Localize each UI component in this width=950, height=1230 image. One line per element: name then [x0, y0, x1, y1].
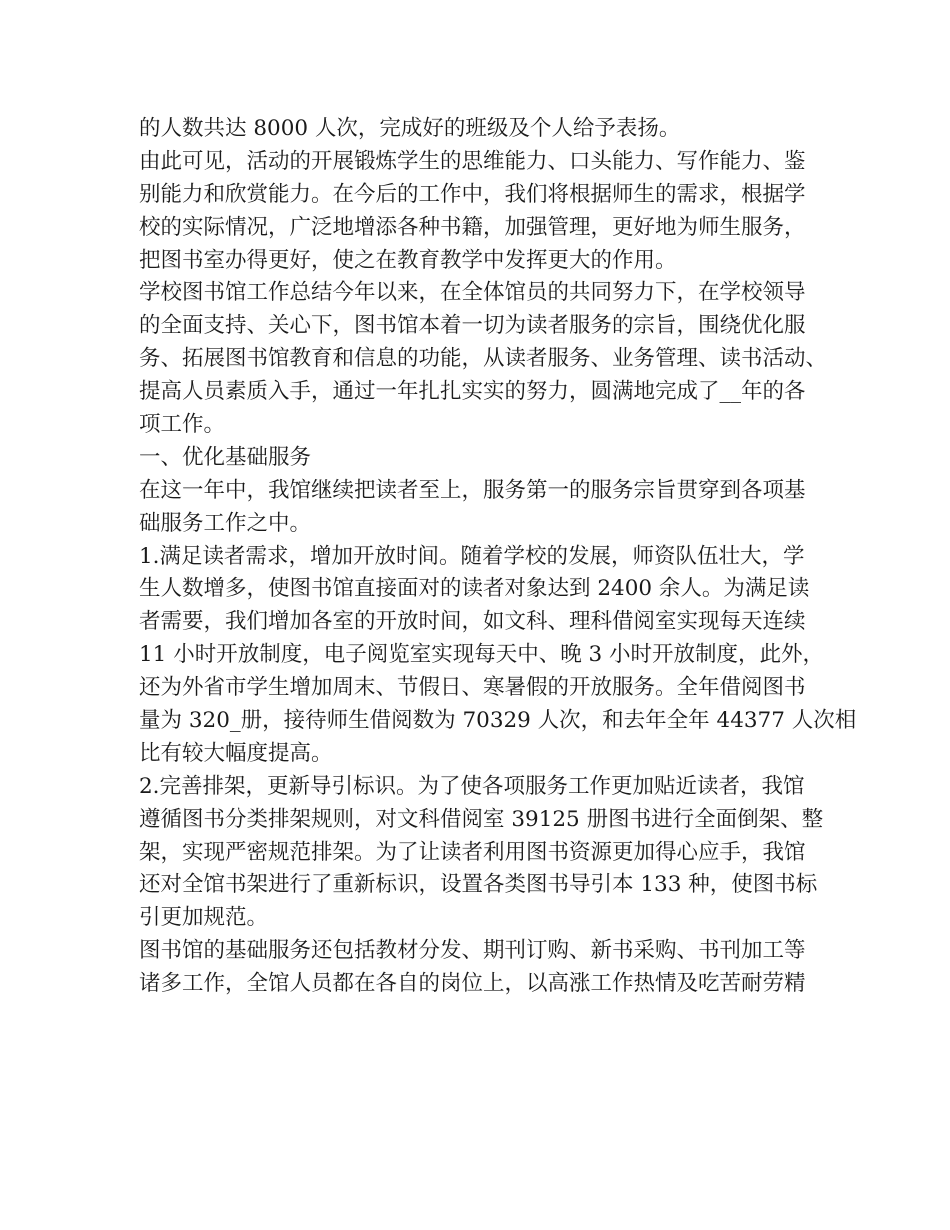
text-line: 由此可见，活动的开展锻炼学生的思维能力、口头能力、写作能力、鉴	[139, 148, 806, 174]
text-line: 学校图书馆工作总结今年以来，在全体馆员的共同努力下，在学校领导	[139, 280, 806, 306]
text-line: 图书馆的基础服务还包括教材分发、期刊订购、新书采购、书刊加工等	[139, 938, 806, 964]
text-line: 校的实际情况，广泛地增添各种书籍，加强管理，更好地为师生服务，	[139, 214, 806, 240]
text-line: 项工作。	[139, 412, 226, 438]
text-line: 还为外省市学生增加周末、节假日、寒暑假的开放服务。全年借阅图书	[139, 675, 806, 701]
text-line: 础服务工作之中。	[139, 510, 312, 536]
text-line: 引更加规范。	[139, 905, 269, 931]
text-line: 的人数共达 8000 人次，完成好的班级及个人给予表扬。	[139, 116, 681, 141]
text-line: 还对全馆书架进行了重新标识，设置各类图书导引本 133 种，使图书标	[139, 872, 818, 898]
text-line: 把图书室办得更好，使之在教育教学中发挥更大的作用。	[139, 247, 677, 273]
text-line: 者需要，我们增加各室的开放时间，如文科、理科借阅室实现每天连续	[139, 609, 806, 635]
text-line: 别能力和欣赏能力。在今后的工作中，我们将根据师生的需求，根据学	[139, 181, 806, 207]
text-line: 遵循图书分类排架规则，对文科借阅室 39125 册图书进行全面倒架、整	[139, 806, 824, 832]
text-line: 11 小时开放制度，电子阅览室实现每天中、晚 3 小时开放制度，此外，	[139, 642, 825, 668]
text-line: 架，实现严密规范排架。为了让读者利用图书资源更加得心应手，我馆	[139, 839, 806, 865]
text-line: 在这一年中，我馆继续把读者至上，服务第一的服务宗旨贯穿到各项基	[139, 477, 806, 503]
text-line: 生人数增多，使图书馆直接面对的读者对象达到 2400 余人。为满足读	[139, 576, 810, 602]
text-line: 务、拓展图书馆教育和信息的功能，从读者服务、业务管理、读书活动、	[139, 346, 828, 372]
text-line: 比有较大幅度提高。	[139, 740, 333, 766]
text-line: 的全面支持、关心下，图书馆本着一切为读者服务的宗旨，围绕优化服	[139, 313, 806, 339]
text-line: 诸多工作，全馆人员都在各自的岗位上，以高涨工作热情及吃苦耐劳精	[139, 971, 806, 997]
section-heading: 一、优化基础服务	[139, 444, 312, 470]
text-line: 1.满足读者需求，增加开放时间。随着学校的发展，师资队伍壮大，学	[139, 543, 805, 569]
text-line: 量为 320_册，接待师生借阅数为 70329 人次，和去年全年 44377 人次相	[139, 708, 857, 734]
text-line: 提高人员素质入手，通过一年扎扎实实的努力，圆满地完成了__年的各	[139, 379, 806, 405]
text-line: 2.完善排架，更新导引标识。为了使各项服务工作更加贴近读者，我馆	[139, 773, 805, 799]
document-body	[139, 113, 857, 1001]
